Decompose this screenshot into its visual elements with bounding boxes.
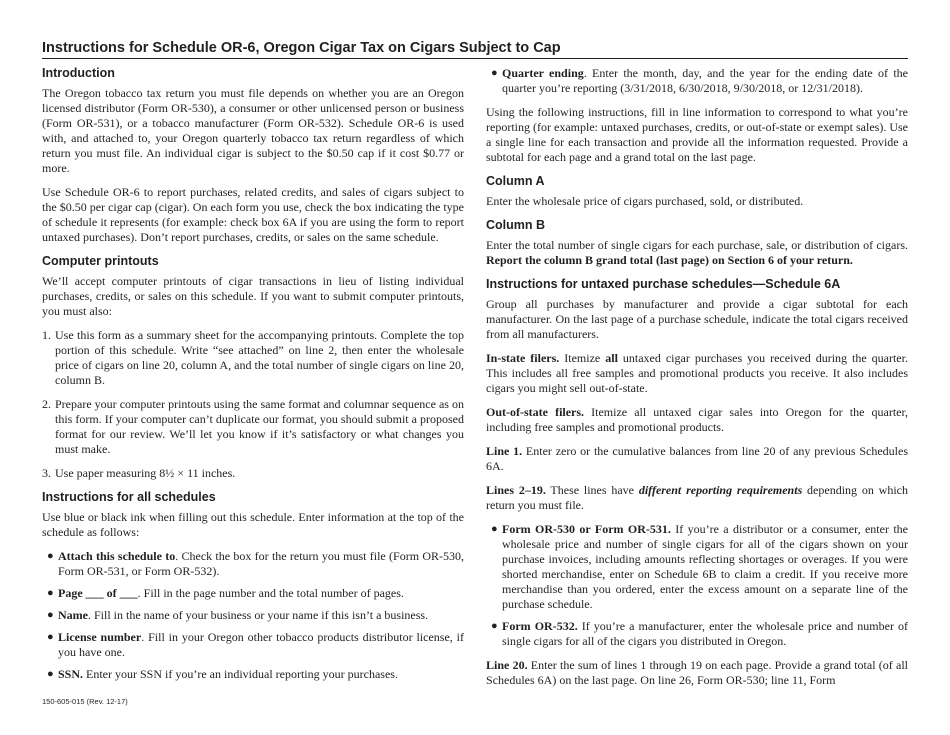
quarter-ending-item: ● Quarter ending. Enter the month, day, and the year for the ending date of the quarter you’re reporting (3/31/2018, 6/30/2018, 9/30/2018, or 12/31/2018). <box>491 66 909 95</box>
all-schedules-list-item: ● License number. Fill in your Oregon other tobacco products distributor license, if you have one. <box>47 630 464 659</box>
computer-printouts-heading: Computer printouts <box>42 254 159 268</box>
bullet-icon: ● <box>491 523 498 535</box>
bullet-icon: ● <box>47 550 54 562</box>
form-requirements-item: ● Form OR-530 or Form OR-531. If you’re a distributor or a consumer, enter the wholesale price and number of single cigars for all of the cigars shown on your purchase invoices, including amounts reflecting shortages or overages. If you were shorted merchandise, enter on Schedule 6B to claim a credit. If you receive more merchandise than you ordered, enter the excess amount on a separate line of the purchase schedule. <box>491 522 908 611</box>
all-schedules-list-item: ● Attach this schedule to. Check the box for the return you must file (Form OR-530, Form OR-531, or Form OR-532). <box>47 549 464 578</box>
introduction-paragraph-2: Use Schedule OR-6 to report purchases, related credits, and sales of cigars subject to the $0.50 per cigar cap (cigar). On each form you use, check the box indicating the type of schedule it represents (for example: check box 6A if you are using the form to report untaxed purchases). Don’t report purchases, credits, or sales on the same schedule. <box>42 185 464 244</box>
left-column <box>42 66 464 691</box>
bullet-icon: ● <box>491 620 498 632</box>
in-state-filers-paragraph: In-state filers. Itemize all untaxed cigar purchases you received during the quarter. This includes all free samples and promotional products you receive. It also includes cigars you might sell out-of-state. <box>486 351 908 395</box>
bullet-icon: ● <box>47 609 54 621</box>
bullet-icon: ● <box>47 631 54 643</box>
form-requirements-list <box>486 522 908 649</box>
printouts-list <box>42 328 464 481</box>
all-schedules-heading: Instructions for all schedules <box>42 490 216 504</box>
out-of-state-filers-paragraph: Out-of-state filers. Itemize all untaxed cigar sales into Oregon for the quarter, including free samples and promotional products. <box>486 405 909 434</box>
form-revision-footer: 150-605-015 (Rev. 12-17) <box>42 697 128 706</box>
quarter-ending-list <box>486 66 908 96</box>
bullet-icon: ● <box>47 587 54 599</box>
printouts-list-item: 1. Use this form as a summary sheet for the accompanying printouts. Complete the top portion of this schedule. Write “see attached” on line 2, then enter the wholesale price of cigars on line 20, column A, and the total number of single cigars on line 20, column B. <box>42 328 464 387</box>
lines-2-19-paragraph: Lines 2–19. These lines have different reporting requirements depending on which return you must file. <box>486 483 908 512</box>
printouts-list-item: 2. Prepare your computer printouts using the same format and columnar sequence as on this form. If your computer can’t duplicate our format, you should submit a proposed format for our review. We’ll let you know if it’s satisfactory or what changes you must make. <box>42 397 464 456</box>
all-schedules-paragraph: Use blue or black ink when filling out this schedule. Enter information at the top of the schedule as follows: <box>42 510 464 539</box>
all-schedules-list-item: ● Name. Fill in the name of your business or your name if this isn’t a business. <box>47 608 429 622</box>
computer-printouts-paragraph: We’ll accept computer printouts of cigar transactions in lieu of listing individual purchases, credits, or sales on this schedule. If you want to submit computer printouts, you must also: <box>42 274 464 318</box>
line-20-paragraph: Line 20. Enter the sum of lines 1 through 19 on each page. Provide a grand total (of all Schedules 6A) on the last page. On line 26, Form OR-530; line 11, Form <box>486 658 908 687</box>
bullet-icon: ● <box>47 668 54 680</box>
column-b-heading: Column B <box>486 218 546 232</box>
page-title: Instructions for Schedule OR-6, Oregon Cigar Tax on Cigars Subject to Cap <box>42 40 908 59</box>
column-b-paragraph: Enter the total number of single cigars for each purchase, sale, or distribution of cigars. Report the column B grand total (last page) on Section 6 of your return. <box>486 238 908 267</box>
introduction-heading: Introduction <box>42 66 115 80</box>
schedule-6a-paragraph: Group all purchases by manufacturer and provide a cigar subtotal for each manufacturer. On the last page of a purchase schedule, indicate the total cigars received from all manufacturers. <box>486 297 908 341</box>
all-schedules-list-item: ● Page ___ of ___. Fill in the page number and the total number of pages. <box>47 586 404 600</box>
right-column <box>486 66 908 697</box>
column-a-heading: Column A <box>486 174 545 188</box>
bullet-icon: ● <box>491 67 498 79</box>
using-instructions-paragraph: Using the following instructions, fill in line information to correspond to what you’re reporting (for example: untaxed purchases, credits, or out-of-state or exempt sales). Use a single line for each transaction and provide all the information requested. Provide a subtotal for each page and a grand total on the last page. <box>486 105 908 164</box>
form-requirements-item: ● Form OR-532. If you’re a manufacturer, enter the wholesale price and number of single cigars for all of the cigars you distributed in Oregon. <box>491 619 908 648</box>
schedule-6a-heading: Instructions for untaxed purchase schedules—Schedule 6A <box>486 277 841 291</box>
all-schedules-list <box>42 549 464 682</box>
column-a-paragraph: Enter the wholesale price of cigars purchased, sold, or distributed. <box>486 194 804 208</box>
introduction-paragraph-1: The Oregon tobacco tax return you must file depends on whether you are an Oregon licensed distributor (Form OR-530), a consumer or other unlicensed person or business (Form OR-531), or a tobacco manufacturer (Form OR-532). Schedule OR-6 is used with, and attached to, your Oregon quarterly tobacco tax return regardless of which return you must file. An individual cigar is subject to the $0.50 cap if it cost $0.77 or more. <box>42 86 464 175</box>
line-1-paragraph: Line 1. Enter zero or the cumulative balances from line 20 of any previous Schedules 6A. <box>486 444 908 473</box>
printouts-list-item: 3. Use paper measuring 8½ × 11 inches. <box>42 466 236 480</box>
all-schedules-list-item: ● SSN. Enter your SSN if you’re an individual reporting your purchases. <box>47 667 398 681</box>
